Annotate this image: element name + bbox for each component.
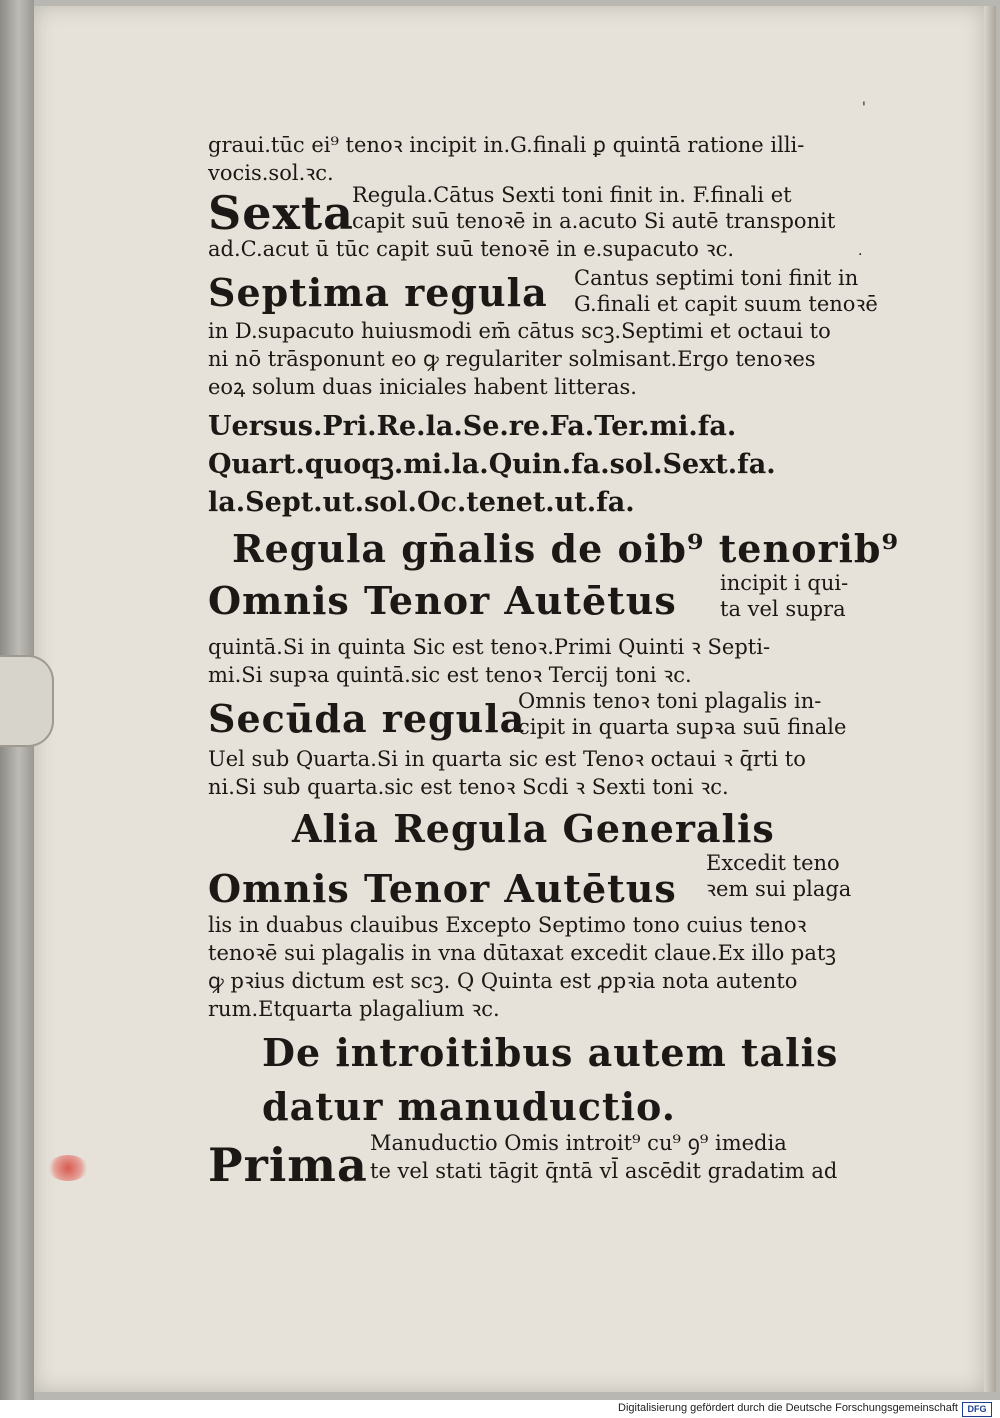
text-line: ad.C.acut ū tūc capit suū tenoꝛē in e.supacuto ꝛc. xyxy=(208,237,735,261)
text-line: Uel sub Quarta.Si in quarta sic est Tenoꝛ octaui ꝛ q̄rti to xyxy=(208,747,806,771)
heading-omnis-tenor: Omnis Tenor Autētus xyxy=(208,578,677,623)
text-line: in D.supacuto huiusmodi em̄ cātus scꝫ.Septimi et octaui to xyxy=(208,319,831,343)
text-line: ni nō trāsponunt eo ꝙ regulariter solmisant.Ergo tenoꝛes xyxy=(208,347,816,371)
text-line: cipit in quarta supꝛa suū finale xyxy=(518,715,847,739)
text-line: capit suū tenoꝛē in a.acuto Si autē transponit xyxy=(352,209,836,233)
footer-credit: Digitalisierung gefördert durch die Deutsche Forschungsgemeinschaft xyxy=(618,1402,958,1414)
page-tab xyxy=(0,655,54,747)
page-edge xyxy=(984,6,996,1392)
heading-septima-regula: Septima regula xyxy=(208,270,548,315)
text-line: Manuductio Omis introit⁹ cu⁹ ꝯ⁹ imedia xyxy=(370,1131,787,1155)
text-line: graui.tūc ei⁹ tenoꝛ incipit in.G.finali ꝑ quintā ratione illi- xyxy=(208,133,805,157)
text-line: la.Sept.ut.sol.Oc.tenet.ut.fa. xyxy=(208,487,635,518)
text-line: lis in duabus clauibus Excepto Septimo tono cuius tenoꝛ xyxy=(208,913,807,937)
text-line: quintā.Si in quinta Sic est tenoꝛ.Primi Quinti ꝛ Septi- xyxy=(208,635,771,659)
heading-regula-generalis: Regula gn̄alis de oib⁹ tenorib⁹ xyxy=(232,526,900,571)
heading-omnis-tenor: Omnis Tenor Autētus xyxy=(208,866,677,911)
heading-prima: Prima xyxy=(208,1138,368,1192)
heading-secunda-regula: Secūda regula xyxy=(208,696,526,741)
heading-de-introitibus: datur manuductio. xyxy=(262,1084,676,1129)
text-line: Omnis tenoꝛ toni plagalis in- xyxy=(518,689,822,713)
text-line: Regula.Cātus Sexti toni finit in. F.finali et xyxy=(352,183,792,207)
red-stain xyxy=(48,1155,88,1181)
margin-mark: . xyxy=(858,243,863,259)
text-line: mi.Si supꝛa quintā.sic est tenoꝛ Tercij toni ꝛc. xyxy=(208,663,692,687)
text-line: Cantus septimi toni finit in xyxy=(574,266,859,290)
text-line: rum.Etquarta plagalium ꝛc. xyxy=(208,997,500,1021)
dfg-logo: DFG xyxy=(962,1402,992,1417)
text-line: vocis.sol.ꝛc. xyxy=(208,161,334,185)
text-line: ta vel supra xyxy=(720,597,846,621)
heading-sexta: Sexta xyxy=(208,186,354,240)
heading-alia-regula: Alia Regula Generalis xyxy=(292,806,775,851)
text-line: ni.Si sub quarta.sic est tenoꝛ Scdi ꝛ Sexti toni ꝛc. xyxy=(208,775,729,799)
text-line: G.finali et capit suum tenoꝛē xyxy=(574,292,878,316)
text-line: incipit i qui- xyxy=(720,571,849,595)
text-line: eoꝝ solum duas iniciales habent litteras. xyxy=(208,375,637,399)
heading-de-introitibus: De introitibus autem talis xyxy=(262,1030,839,1075)
text-line: ꝙ pꝛius dictum est scꝫ. Q Quinta est ꝓpꝛia nota autento xyxy=(208,969,798,993)
margin-mark: ' xyxy=(862,100,866,116)
text-line: Uersus.Pri.Re.la.Se.re.Fa.Ter.mi.fa. xyxy=(208,411,737,442)
text-line: Quart.quoqꝫ.mi.la.Quin.fa.sol.Sext.fa. xyxy=(208,449,776,480)
footer-bar xyxy=(0,1400,1000,1418)
text-line: Excedit teno xyxy=(706,851,840,875)
text-line: tenoꝛē sui plagalis in vna dūtaxat excedit claue.Ex illo patꝫ xyxy=(208,941,837,965)
text-line: te vel stati tāgit q̄ntā vl̄ ascēdit gradatim ad xyxy=(370,1159,838,1183)
text-line: ꝛem sui plaga xyxy=(706,877,852,901)
